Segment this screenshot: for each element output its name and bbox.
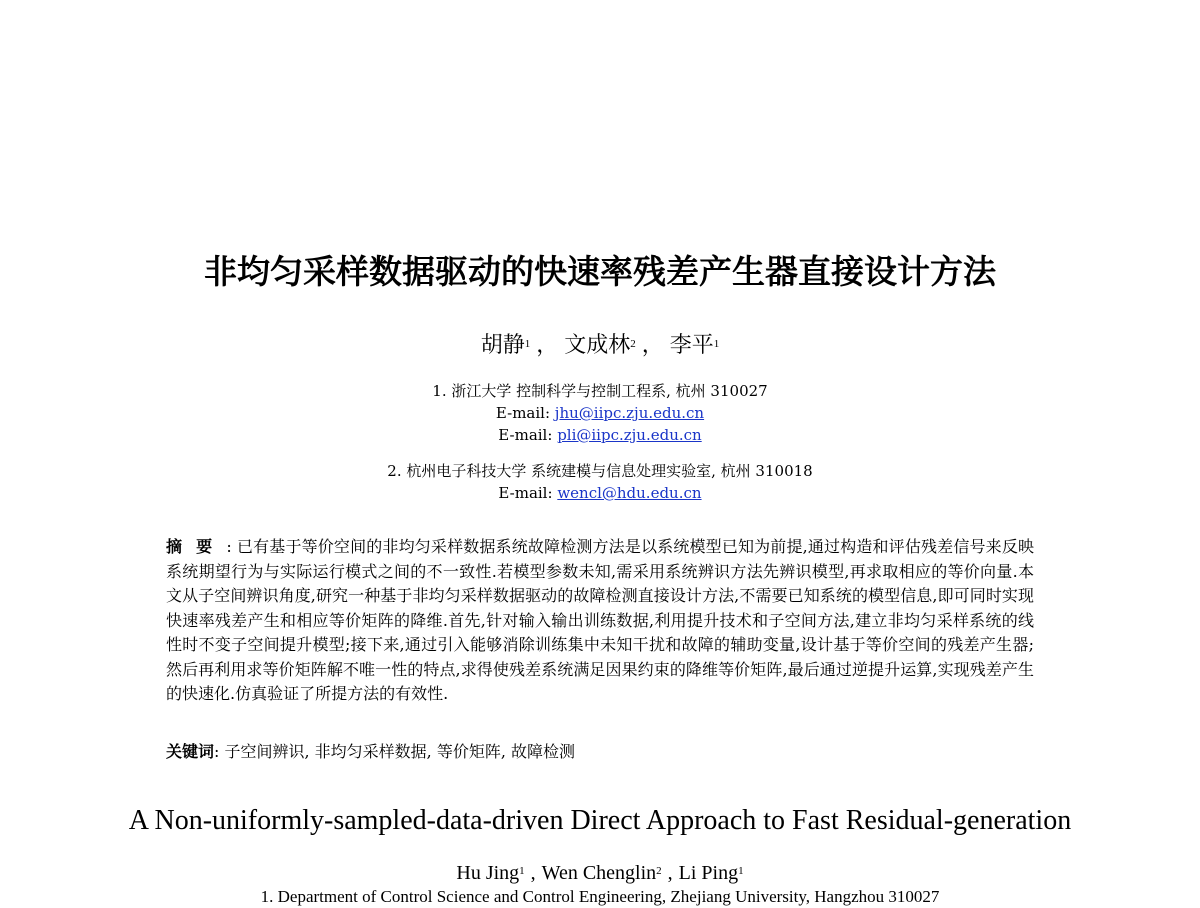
author-affiliation-mark: 1: [519, 865, 525, 877]
email-prefix: E-mail:: [498, 426, 558, 444]
affiliation-2: [0, 460, 1200, 504]
keywords-label: 关键词: [166, 742, 215, 761]
author-list-en: [0, 858, 1200, 888]
author-separator: ，: [641, 333, 664, 358]
affiliation-2-text: 2. 杭州电子科技大学 系统建模与信息处理实验室, 杭州 310018: [387, 462, 813, 480]
author-name-en: Li Ping: [678, 862, 739, 884]
affiliation-2-email-line: [0, 482, 1200, 504]
paper-title-cn: 非均匀采样数据驱动的快速率残差产生器直接设计方法: [204, 252, 996, 291]
paper-title-en: A Non-uniformly-sampled-data-driven Direct Approach to Fast Residual-generation: [128, 805, 1072, 836]
author-name: 李平: [669, 333, 714, 358]
keywords: [166, 740, 1034, 764]
abstract-colon: :: [226, 537, 232, 556]
author-separator-en: ,: [530, 862, 536, 884]
author-name: 胡静: [480, 333, 525, 358]
affiliation-1-email-line-2: [0, 424, 1200, 446]
affiliation-1-email-line-1: [0, 402, 1200, 424]
email-link-jhu[interactable]: jhu@iipc.zju.edu.cn: [554, 404, 705, 422]
author-name-en: Wen Chenglin: [541, 862, 657, 884]
author-list-cn: [0, 330, 1200, 362]
keywords-text: : 子空间辨识, 非均匀采样数据, 等价矩阵, 故障检测: [214, 742, 576, 761]
author-separator: ，: [536, 333, 559, 358]
abstract-text: 已有基于等价空间的非均匀采样数据系统故障检测方法是以系统模型已知为前提,通过构造和评估残差信号来反映系统期望行为与实际运行模式之间的不一致性.若模型参数未知,需采用系统辨识方法先辨识模型,再求取相应的等价向量.本文从子空间辨识角度,研究一种基于非均匀采样数据驱动的故障检测直接设计方法,不需要已知系统的模型信息,即可同时实现快速率残差产生和相应等价矩阵的降维.首先,针对输入输出训练数据,利用提升技术和子空间方法,建立非均匀采样系统的线性时不变子空间提升模型;接下来,通过引入能够消除训练集中未知干扰和故障的辅助变量,设计基于等价空间的残差产生器;然后再利用求等价矩阵解不唯一性的特点,求得使残差系统满足因果约束的降维等价矩阵,最后通过逆提升运算,实现残差产生的快速化.仿真验证了所提方法的有效性.: [166, 537, 1034, 703]
email-prefix: E-mail:: [495, 404, 555, 422]
author-affiliation-mark: 1: [713, 338, 720, 350]
email-link-pli[interactable]: pli@iipc.zju.edu.cn: [557, 426, 702, 444]
author-affiliation-mark: 2: [656, 865, 662, 877]
email-link-wencl[interactable]: wencl@hdu.edu.cn: [557, 484, 702, 502]
affiliation-1-text: 1. 浙江大学 控制科学与控制工程系, 杭州 310027: [432, 382, 768, 400]
author-affiliation-mark: 2: [630, 338, 636, 350]
affiliation-1: [0, 380, 1200, 446]
abstract-label: 摘要: [166, 537, 227, 556]
author-affiliation-mark: 1: [524, 338, 531, 350]
author-name: 文成林: [564, 333, 631, 358]
author-name-en: Hu Jing: [456, 862, 520, 884]
email-prefix: E-mail:: [498, 484, 558, 502]
affiliation-en: 1. Department of Control Science and Control Engineering, Zhejiang University, Hangzhou 310027: [260, 887, 940, 906]
abstract: [166, 535, 1034, 707]
author-affiliation-mark: 1: [738, 865, 744, 877]
author-separator-en: ,: [667, 862, 673, 884]
